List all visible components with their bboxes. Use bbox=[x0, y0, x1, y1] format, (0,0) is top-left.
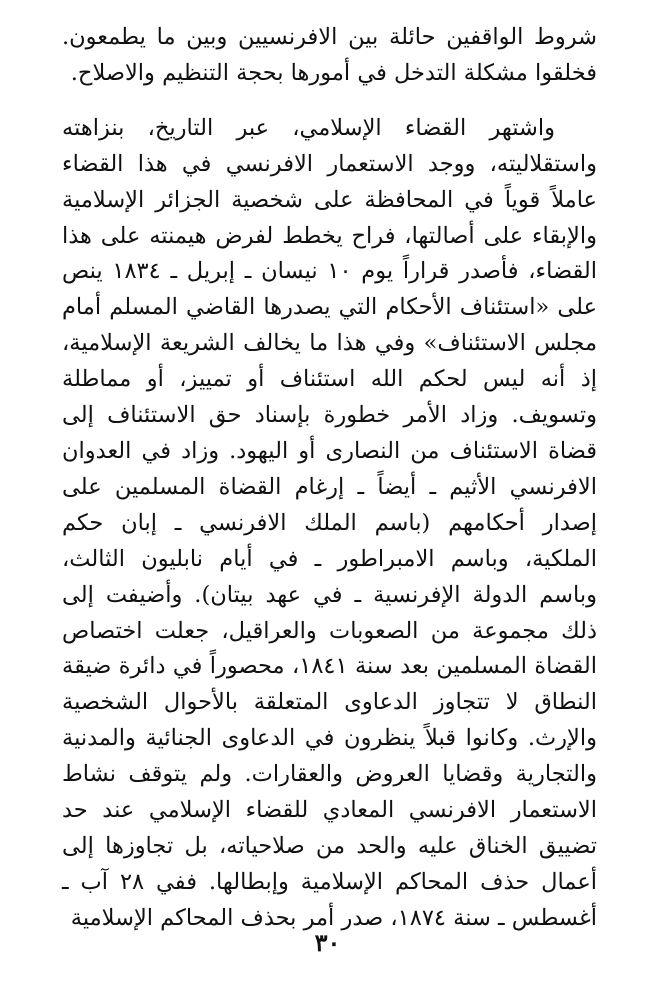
body-text bbox=[62, 20, 597, 937]
page-number: ٣٠ bbox=[314, 928, 341, 957]
paragraph-continuation: شروط الواقفين حائلة بين الافرنسيين وبين ما يطمعون. فخلقوا مشكلة التدخل في أمورها بحجة التنظيم والاصلاح. bbox=[62, 24, 597, 86]
paragraph-islamic-judiciary: واشتهر القضاء الإسلامي، عبر التاريخ، بنزاهته واستقلاليته، ووجد الاستعمار الافرنسي في هذا القضاء عاملاً قوياً في المحافظة على شخصية الجزائر الإسلامية والإبقاء على أصالتها، فراح يخطط لفرض هيمنته على هذا القضاء، فأصدر قراراً يوم ١٠ نيسان ـ إبريل ـ ١٨٣٤ ينص على «استئناف الأحكام التي يصدرها القاضي المسلم أمام مجلس الاستئناف» وفي هذا ما يخالف الشريعة الإسلامية، إذ أنه ليس لحكم الله استئناف أو تمييز، أو مماطلة وتسويف. وزاد الأمر خطورة بإسناد حق الاستئناف إلى قضاة الاستئناف من النصارى أو اليهود. وزاد في العدوان الافرنسي الأثيم ـ أيضاً ـ إرغام القضاة المسلمين على إصدار أحكامهم (باسم الملك الافرنسي ـ إبان حكم الملكية، وباسم الامبراطور ـ في أيام نابليون الثالث، وباسم الدولة الإفرنسية ـ في عهد بيتان). وأضيفت إلى ذلك مجموعة من الصعوبات والعراقيل، جعلت اختصاص القضاة المسلمين بعد سنة ١٨٤١، محصوراً في دائرة ضيقة النطاق لا تتجاوز الدعاوى المتعلقة بالأحوال الشخصية والإرث. وكانوا قبلاً ينظرون في الدعاوى الجنائية والمدنية والتجارية وقضايا العروض والعقارات. ولم يتوقف نشاط الاستعمار الافرنسي المعادي للقضاء الإسلامي عند حد تضييق الخناق عليه والحد من صلاحياته، بل تجاوزها إلى أعمال حذف المحاكم الإسلامية وإبطالها. ففي ٢٨ آب ـ أغسطس ـ سنة ١٨٧٤، صدر أمر بحذف المحاكم الإسلامية bbox=[62, 114, 597, 931]
